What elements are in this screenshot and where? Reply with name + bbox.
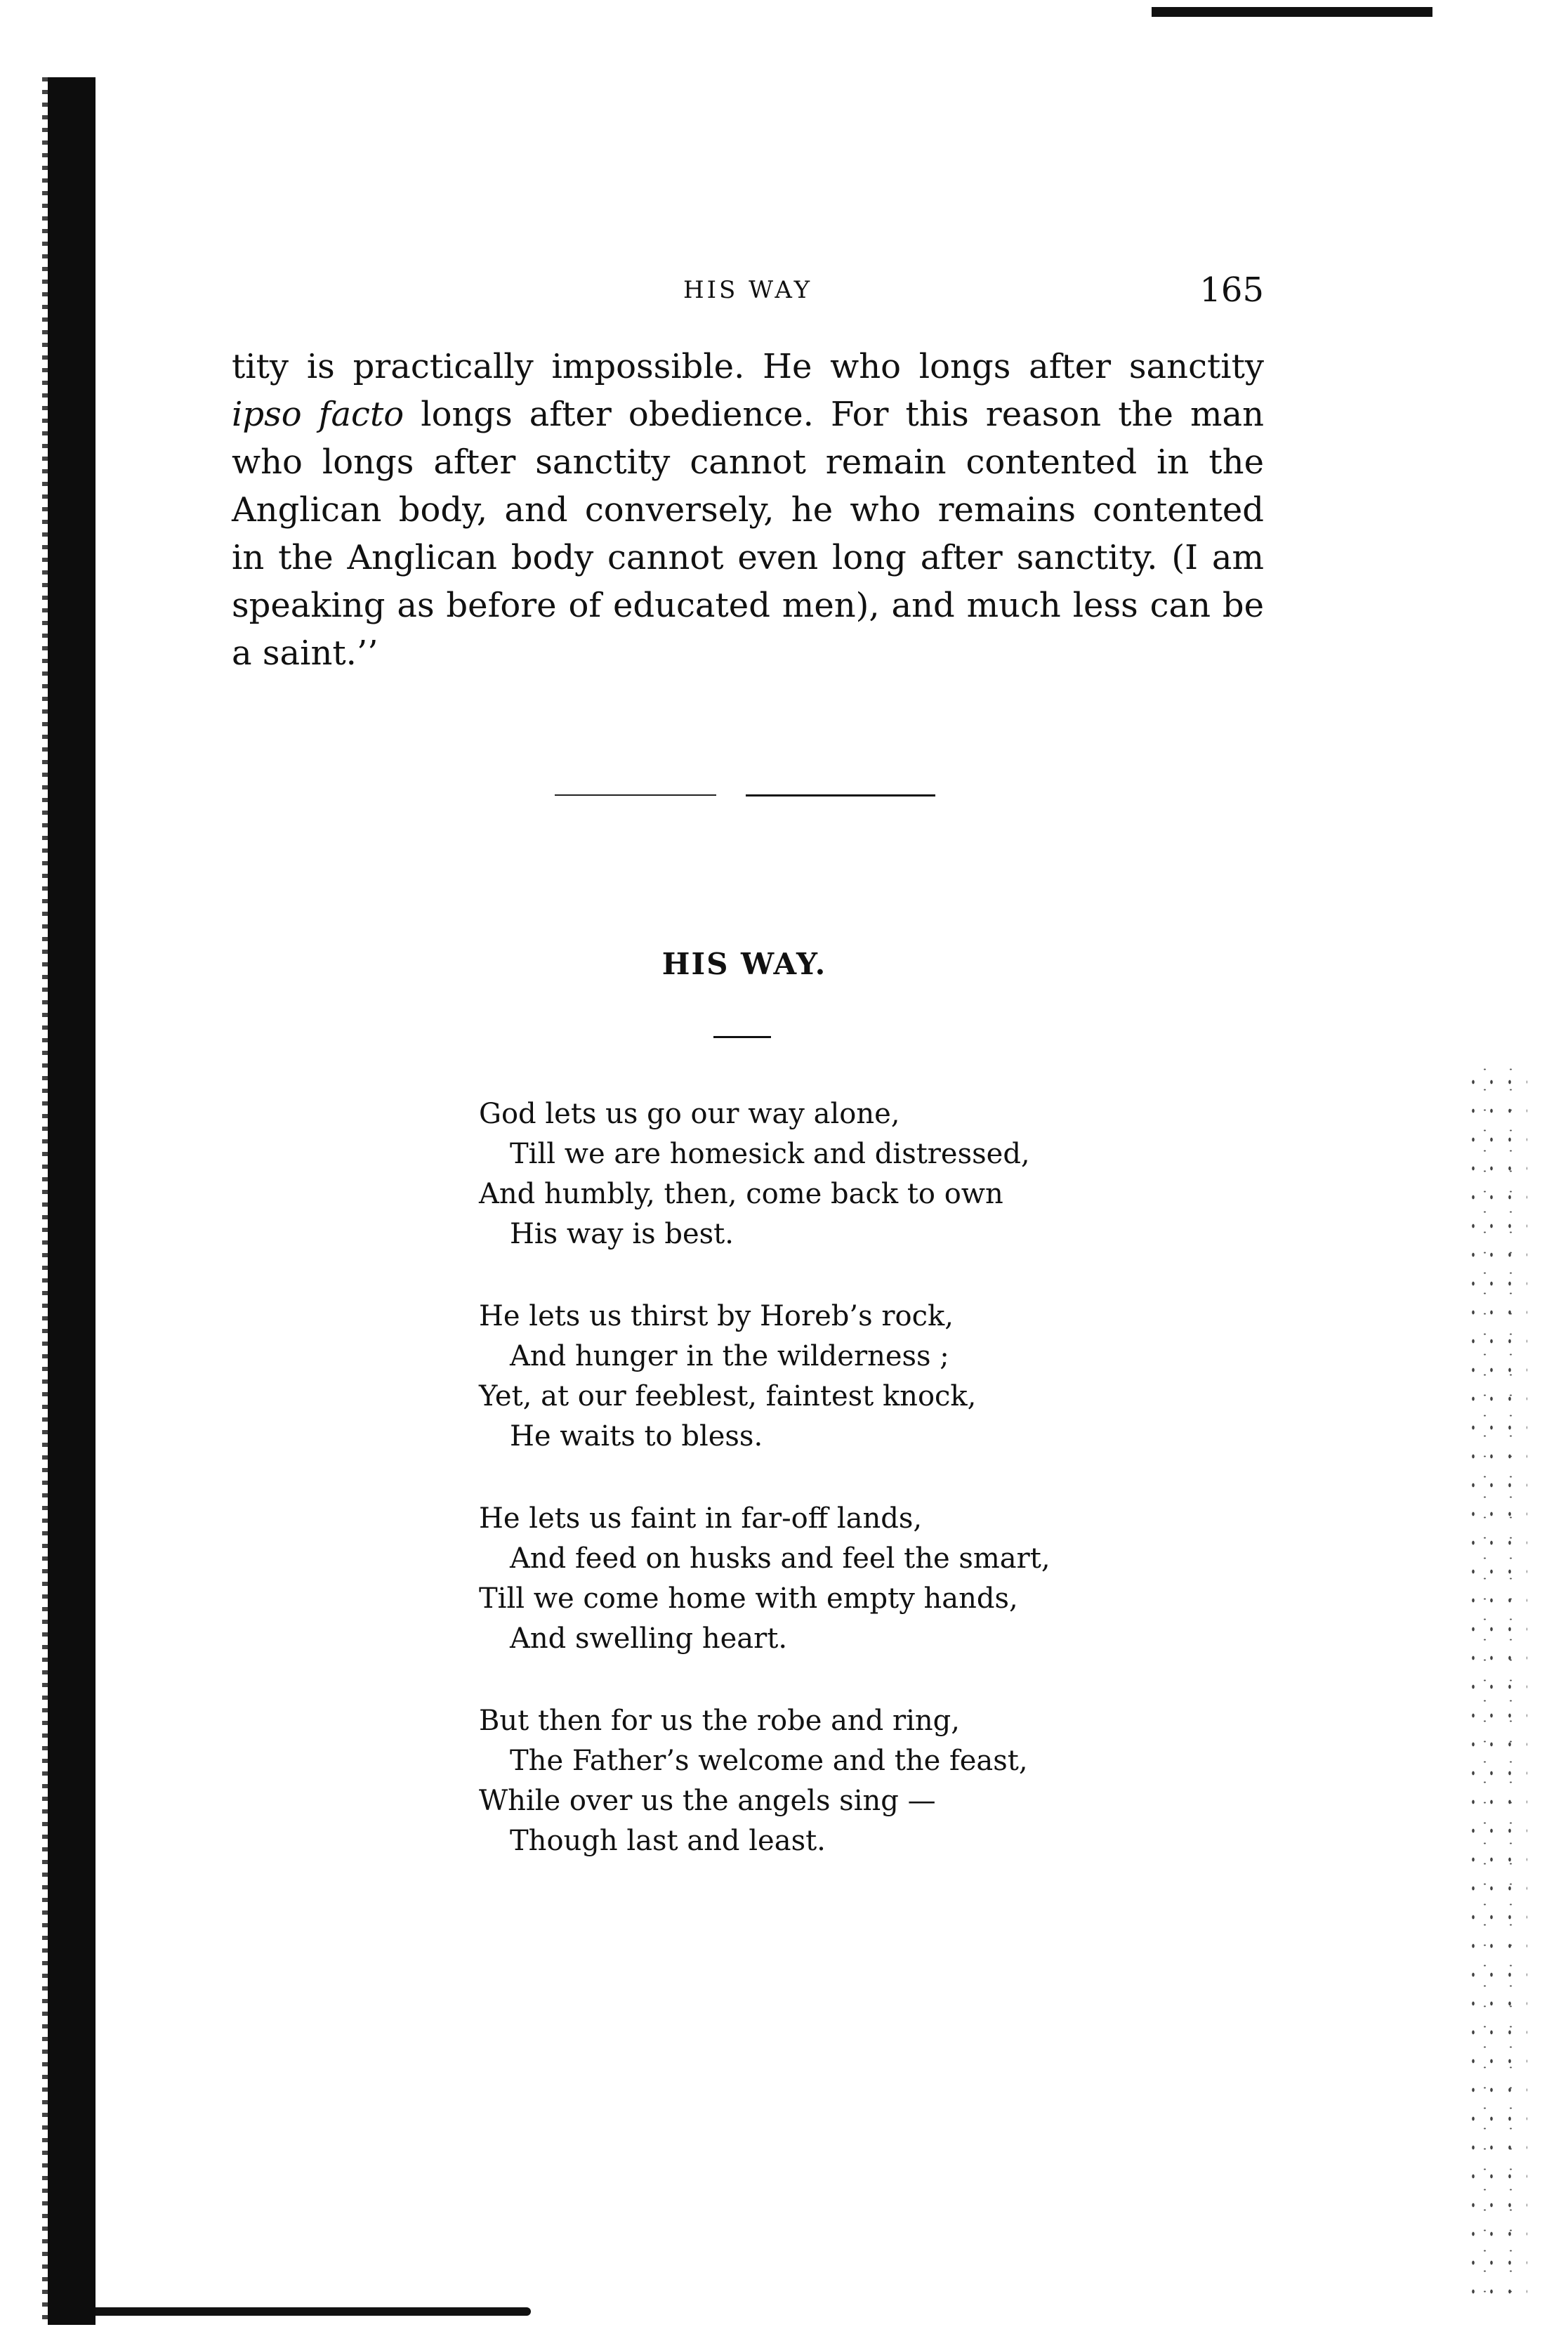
scan-bottom-edge (95, 2307, 531, 2316)
verse-line: While over us the angels sing — (479, 1785, 936, 1817)
verse-line: And feed on husks and feel the smart, (510, 1542, 1050, 1575)
prose-line: ipso facto longs after obedience. For this reason the man (232, 395, 1265, 434)
page-number: 165 (1199, 270, 1264, 310)
poem (479, 1094, 1050, 1903)
verse-line: God lets us go our way alone, (479, 1098, 900, 1130)
verse-line: The Father’s welcome and the feast, (510, 1745, 1028, 1777)
verse-line: Yet, at our feeblest, faintest knock, (479, 1380, 977, 1412)
scan-left-edge (48, 77, 95, 2325)
section-divider (555, 794, 716, 796)
stanza (479, 1701, 1050, 1861)
scan-top-rule (1152, 7, 1432, 17)
verse-line: And humbly, then, come back to own (479, 1178, 1003, 1210)
verse-line: Till we are homesick and distressed, (510, 1138, 1030, 1170)
prose-line: who longs after sanctity cannot remain contented in the (232, 442, 1264, 482)
running-head: HIS WAY (683, 276, 813, 304)
stanza (479, 1297, 1050, 1457)
verse-line: But then for us the robe and ring, (479, 1705, 960, 1737)
page-header (232, 270, 1264, 313)
prose-line: tity is practically impossible. He who longs after sanctity (232, 347, 1264, 386)
verse-line: And swelling heart. (510, 1622, 788, 1655)
prose-line: Anglican body, and conversely, he who remains contented (232, 490, 1264, 530)
verse-line: And hunger in the wilderness ; (510, 1340, 949, 1372)
scan-right-speckle (1464, 1068, 1527, 2311)
prose-line: in the Anglican body cannot even long after sanctity. (I am (232, 538, 1264, 577)
prose-line: a saint.’’ (232, 634, 378, 673)
verse-line: He lets us faint in far-off lands, (479, 1502, 923, 1535)
verse-line: He waits to bless. (510, 1420, 763, 1453)
verse-line: Though last and least. (510, 1825, 826, 1857)
italic-phrase: ipso facto (232, 395, 404, 434)
stanza (479, 1499, 1050, 1659)
section-divider (746, 794, 935, 796)
prose-line: speaking as before of educated men), and much less can be (232, 586, 1264, 625)
verse-line: He lets us thirst by Horeb’s rock, (479, 1300, 954, 1332)
title-rule (713, 1036, 771, 1038)
verse-line: His way is best. (510, 1218, 734, 1250)
poem-title: HIS WAY. (661, 947, 827, 981)
stanza (479, 1094, 1050, 1254)
prose-paragraph (232, 343, 1264, 677)
verse-line: Till we come home with empty hands, (479, 1582, 1018, 1615)
